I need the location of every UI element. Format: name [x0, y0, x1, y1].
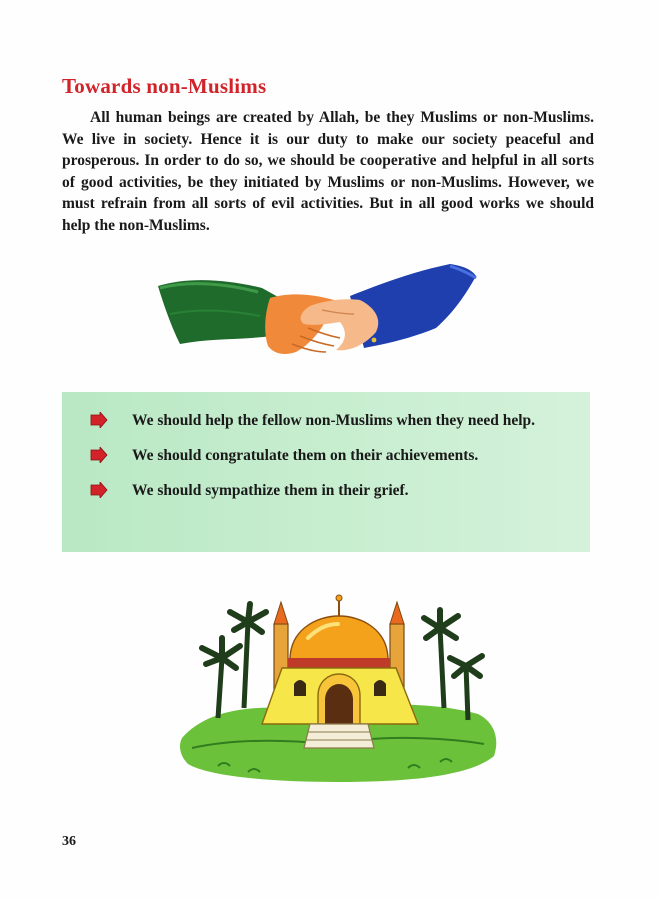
key-points-list	[62, 410, 590, 515]
section-heading: Towards non-Muslims	[62, 74, 267, 98]
mosque-illustration	[178, 588, 500, 784]
list-item-text: We should congratulate them on their achievements.	[132, 447, 479, 464]
arrow-bullet-icon	[90, 482, 108, 498]
list-item	[62, 410, 590, 431]
list-item-text: We should sympathize them in their grief.	[132, 482, 409, 499]
section-paragraph: All human beings are created by Allah, be they Muslims or non-Muslims. We live in society. Hence it is our duty to make our society peaceful and prosperous. In order to do so, we should be cooperative and helpful in all sorts of good activities, be they initiated by Muslims or non-Muslims. However, we must refrain from all sorts of evil activities. But in all good works we should help the non-Muslims.	[62, 109, 594, 234]
list-item	[62, 480, 590, 501]
handshake-illustration	[150, 258, 480, 370]
arrow-bullet-icon	[90, 412, 108, 428]
arrow-bullet-icon	[90, 447, 108, 463]
key-points-box	[62, 392, 590, 552]
list-item	[62, 445, 590, 466]
page-number: 36	[62, 834, 76, 849]
list-item-text: We should help the fellow non-Muslims when they need help.	[132, 412, 536, 429]
